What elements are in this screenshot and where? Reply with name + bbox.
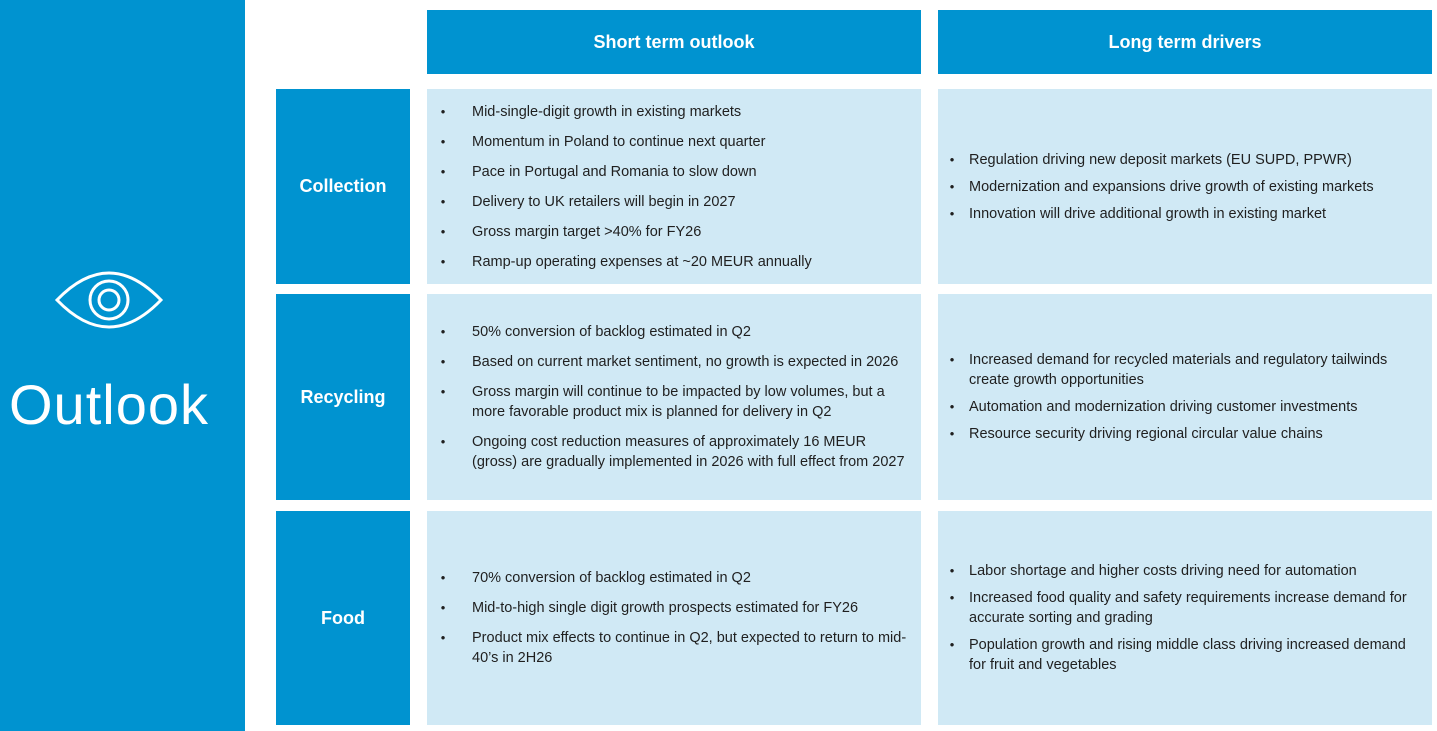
bullet-icon: • xyxy=(440,354,446,369)
list-item: • Increased food quality and safety requirements increase demand for accurate sorting and grading xyxy=(946,588,1426,628)
list-item: • Innovation will drive additional growth in existing market xyxy=(946,204,1426,224)
list-item: • 70% conversion of backlog estimated in Q2 xyxy=(437,568,907,588)
bullet-icon: • xyxy=(440,133,446,149)
list-item: • Mid-to-high single digit growth prospects estimated for FY26 xyxy=(437,598,907,618)
bullet-icon: • xyxy=(440,384,446,399)
bullet-icon: • xyxy=(949,178,955,194)
bullet-icon: • xyxy=(440,434,446,449)
bullet-icon: • xyxy=(440,324,446,339)
list-item: • Ongoing cost reduction measures of approximately 16 MEUR (gross) are gradually implemented in 2026 with full effect from 2027 xyxy=(437,432,907,472)
bullet-icon: • xyxy=(949,352,955,367)
bullet-icon: • xyxy=(949,426,955,441)
list-item: • Mid-single-digit growth in existing markets xyxy=(437,102,907,122)
list-item: • Product mix effects to continue in Q2, but expected to return to mid-40’s in 2H26 xyxy=(437,628,907,668)
list-item: • Resource security driving regional circular value chains xyxy=(946,424,1426,444)
list-item: • Modernization and expansions drive growth of existing markets xyxy=(946,177,1426,197)
list-item: • Gross margin target >40% for FY26 xyxy=(437,222,907,242)
collection-short-term-list xyxy=(437,102,907,272)
bullet-icon: • xyxy=(440,630,446,645)
list-item: • Gross margin will continue to be impacted by low volumes, but a more favorable product mix is planned for delivery in Q2 xyxy=(437,382,907,422)
bullet-icon: • xyxy=(440,103,446,119)
recycling-long-term-list xyxy=(946,350,1426,444)
bullet-icon: • xyxy=(440,223,446,239)
bullet-icon: • xyxy=(440,163,446,179)
bullet-icon: • xyxy=(440,193,446,209)
list-item: • Increased demand for recycled materials and regulatory tailwinds create growth opportunities xyxy=(946,350,1426,390)
food-short-term-cell xyxy=(427,511,921,725)
list-item: • Population growth and rising middle class driving increased demand for fruit and vegetables xyxy=(946,635,1426,675)
recycling-short-term-list xyxy=(437,322,907,472)
page-title: Outlook xyxy=(9,373,209,436)
bullet-icon: • xyxy=(949,563,955,578)
collection-short-term-cell xyxy=(427,89,921,284)
collection-long-term-cell xyxy=(938,89,1432,284)
bullet-icon: • xyxy=(949,151,955,167)
header-long-term-drivers: Long term drivers xyxy=(938,10,1432,74)
list-item: • Pace in Portugal and Romania to slow down xyxy=(437,162,907,182)
list-item: • Delivery to UK retailers will begin in 2027 xyxy=(437,192,907,212)
bullet-icon: • xyxy=(949,205,955,221)
bullet-icon: • xyxy=(949,590,955,605)
bullet-icon: • xyxy=(440,570,446,585)
bullet-icon: • xyxy=(949,637,955,652)
recycling-short-term-cell xyxy=(427,294,921,500)
list-item: • Regulation driving new deposit markets (EU SUPD, PPWR) xyxy=(946,150,1426,170)
list-item: • 50% conversion of backlog estimated in Q2 xyxy=(437,322,907,342)
bullet-icon: • xyxy=(440,600,446,615)
list-item: • Momentum in Poland to continue next quarter xyxy=(437,132,907,152)
row-label-collection: Collection xyxy=(276,89,410,284)
food-long-term-list xyxy=(946,561,1426,675)
collection-long-term-list xyxy=(946,150,1426,224)
list-item: • Ramp-up operating expenses at ~20 MEUR annually xyxy=(437,252,907,272)
recycling-long-term-cell xyxy=(938,294,1432,500)
food-long-term-cell xyxy=(938,511,1432,725)
list-item: • Automation and modernization driving customer investments xyxy=(946,397,1426,417)
bullet-icon: • xyxy=(440,253,446,269)
list-item: • Based on current market sentiment, no growth is expected in 2026 xyxy=(437,352,907,372)
bullet-icon: • xyxy=(949,399,955,414)
header-short-term-outlook: Short term outlook xyxy=(427,10,921,74)
list-item: • Labor shortage and higher costs driving need for automation xyxy=(946,561,1426,581)
sidebar xyxy=(0,0,245,731)
food-short-term-list xyxy=(437,568,907,668)
row-label-food: Food xyxy=(276,511,410,725)
row-label-recycling: Recycling xyxy=(276,294,410,500)
eye-icon xyxy=(53,268,165,332)
